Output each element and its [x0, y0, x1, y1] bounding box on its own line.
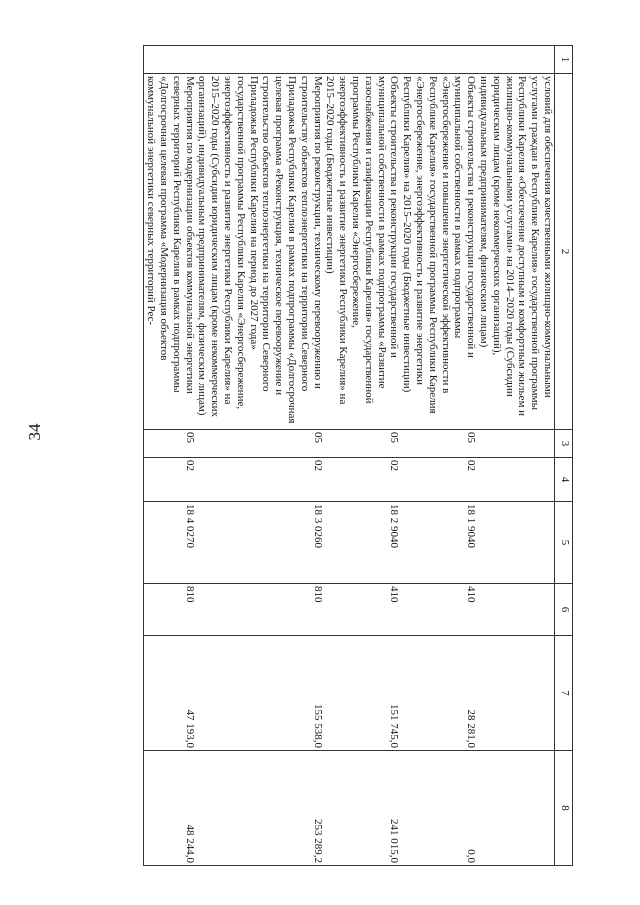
- column-number: 3: [555, 430, 573, 458]
- amount-year-1: [477, 636, 554, 751]
- row-number-cell: [400, 46, 477, 74]
- table-row: [400, 46, 477, 866]
- section-code: 05: [324, 430, 401, 458]
- column-number: 1: [555, 46, 573, 74]
- section-code: 05: [196, 430, 324, 458]
- subsection-code: 02: [400, 458, 477, 502]
- column-number: 2: [555, 74, 573, 430]
- column-number: 8: [555, 751, 573, 866]
- table-row: [196, 46, 324, 866]
- expense-type-code: 410: [400, 584, 477, 636]
- amount-year-2: 0,0: [400, 751, 477, 866]
- amount-year-1: 47 193,0: [144, 636, 196, 751]
- row-description: Мероприятия по реконструкции, техническому перевооружению и строительству объектов теплоэнергетики на территории Северного Приладожья Республики Карелия в рамках подпрограммы «Долгосрочная целевая программа «Реконструкция, техническое перевооружение и строительство объектов теплоэнергетики на территории Северного Приладожья Республики Карелия на период до 2027 года» государственной программы Республики Карелия «Энергосбережение, энергоэффективность и развитие энергетики Республики Карелия» на 2015–2020 годы (Субсидии юридическим лицам (кроме некоммерческих организаций), индивидуальным предпринимателям, физическим лицам): [196, 74, 324, 430]
- target-article-code: 18 1 9040: [400, 502, 477, 584]
- target-article-code: 18 3 0260: [196, 502, 324, 584]
- section-code: 05: [400, 430, 477, 458]
- row-number-cell: [324, 46, 401, 74]
- row-number-cell: [196, 46, 324, 74]
- amount-year-1: 28 281,0: [400, 636, 477, 751]
- subsection-code: 02: [324, 458, 401, 502]
- table-header-row: [555, 46, 573, 866]
- expense-type-code: 810: [196, 584, 324, 636]
- amount-year-2: 48 244,0: [144, 751, 196, 866]
- amount-year-2: 253 289,2: [196, 751, 324, 866]
- section-code: 05: [144, 430, 196, 458]
- target-article-code: 18 2 9040: [324, 502, 401, 584]
- row-description: Мероприятия по модернизации объектов коммунальной энергетики северных территорий Республики Карелия в рамках подпрограммы «Долгосрочная целевая программа «Модернизация объектов коммунальной энергетики северных территорий Рес-: [144, 74, 196, 430]
- row-description: условий для обеспечения качественными жилищно-коммунальными услугами граждан в Республике Карелия» государственной программы Республики Карелия «Обеспечение доступным и комфортным жильем и жилищно-коммунальными услугами» на 2014–2020 годы (Субсидии юридическим лицам (кроме некоммерческих организаций), индивидуальным предпринимателям, физическим лицам): [477, 74, 554, 430]
- expense-type-code: 410: [324, 584, 401, 636]
- expense-type-code: 810: [144, 584, 196, 636]
- subsection-code: 02: [144, 458, 196, 502]
- column-number: 5: [555, 502, 573, 584]
- row-number-cell: [477, 46, 554, 74]
- rotated-table-container: [61, 45, 573, 865]
- column-number: 4: [555, 458, 573, 502]
- amount-year-2: [477, 751, 554, 866]
- table-row: [144, 46, 196, 866]
- amount-year-1: 155 538,0: [196, 636, 324, 751]
- subsection-code: [477, 458, 554, 502]
- row-description: Объекты строительства и реконструкции государственной и муниципальной собственности в рамках подпрограммы «Развитие газоснабжения и газификации Республики Карелия» государственной программы Республики Карелия «Энергосбережение, энергоэффективность и развитие энергетики Республики Карелия» на 2015–2020 годы (Бюджетные инвестиции): [324, 74, 401, 430]
- target-article-code: 18 4 0270: [144, 502, 196, 584]
- page-number: 34: [25, 423, 44, 441]
- section-code: [477, 430, 554, 458]
- table-row: [477, 46, 554, 866]
- row-description: Объекты строительства и реконструкции государственной и муниципальной собственности в рамках подпрограммы «Энергосбережение и повышение энергетической эффективности в Республике Карелия» государственной программы Республики Карелия «Энергосбережение, энергоэффективность и развитие энергетики Республики Карелия» на 2015–2020 годы (Бюджетные инвестиции): [400, 74, 477, 430]
- amount-year-1: 151 745,0: [324, 636, 401, 751]
- amount-year-2: 241 015,0: [324, 751, 401, 866]
- table-row: [324, 46, 401, 866]
- subsection-code: 02: [196, 458, 324, 502]
- column-number: 6: [555, 584, 573, 636]
- row-number-cell: [144, 46, 196, 74]
- target-article-code: [477, 502, 554, 584]
- expense-type-code: [477, 584, 554, 636]
- column-number: 7: [555, 636, 573, 751]
- budget-table: [144, 45, 574, 866]
